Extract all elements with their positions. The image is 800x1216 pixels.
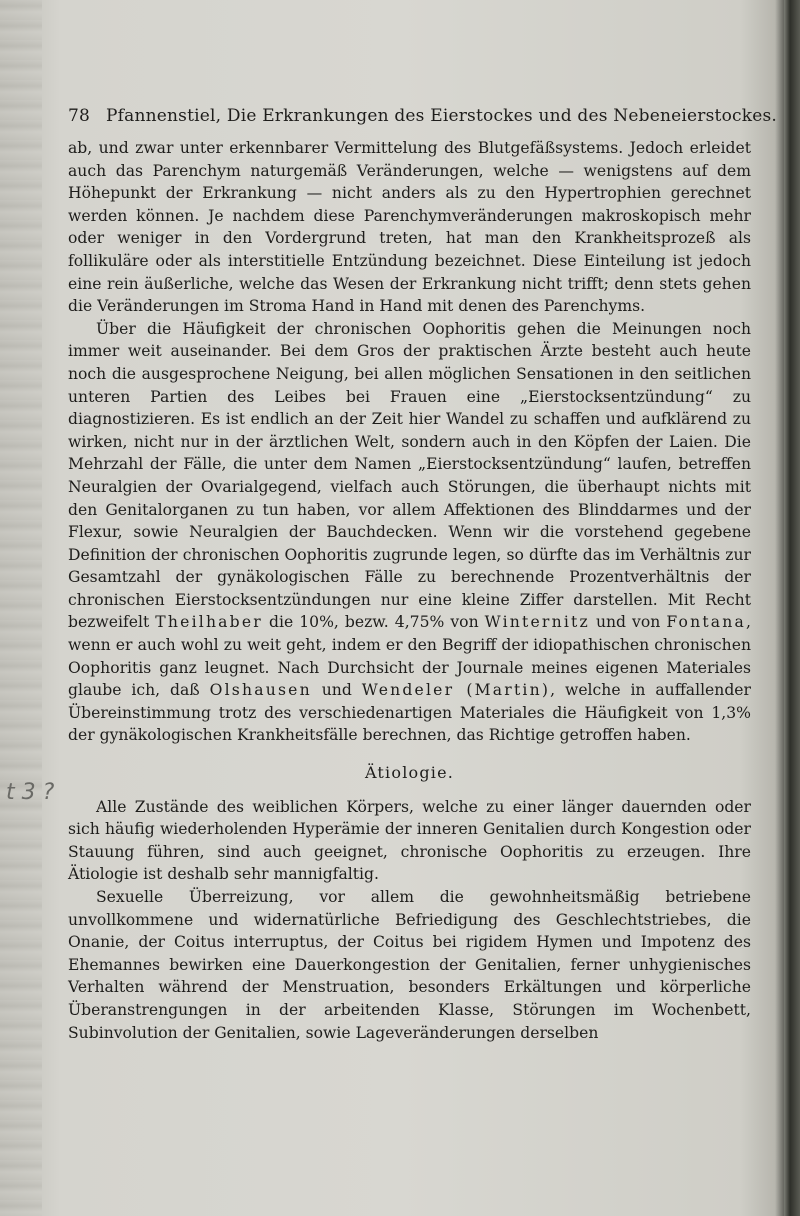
paragraph-2	[68, 318, 751, 747]
tail-part-1: die 10%, bezw. 4,75% von	[262, 613, 485, 632]
running-header	[68, 106, 778, 126]
section-paragraph-1: Alle Zustände des weiblichen Körpers, welche zu einer länger dauernden oder sich häufig wiederholenden Hyperämie der inneren Genitalien durch Kongestion oder Stauung führen, sind auch geeignet, chronische Oophoritis zu erzeugen. Ihre Ätiologie ist deshalb sehr mannigfaltig.	[68, 797, 751, 884]
paragraph-2-main: Über die Häufigkeit der chronischen Oophoritis gehen die Meinungen noch immer weit auseinander. Bei dem Gros der praktischen Ärzte besteht auch heute noch die ausgesprochene Neigung, bei allen möglichen Sensationen in den seitlichen unteren Partien des Leibes bei Frauen eine „Eierstocksentzündung“ zu diagnostizieren. Es ist endlich an der Zeit hier Wandel zu schaffen und aufklärend zu wirken, nicht nur in der ärztlichen Welt, sondern auch in den Köpfen der Laien. Die Mehrzahl der Fälle, die unter dem Namen „Eierstocksentzündung“ laufen, betreffen Neuralgien der Ovarialgegend, vielfach auch Störungen, die überhaupt nichts mit den Genitalorganen zu tun haben, vor allem Affektionen des Blinddarmes und der Flexur, sowie Neuralgien der Bauchdecken. Wenn wir die vorstehend gegebene Definition der chronischen Oophoritis zugrunde legen, so dürfte das im Verhältnis zur Gesamtzahl der gynäkologischen Fälle zu berechnende Prozentverhältnis der chronischen Eierstocksentzündungen nur eine kleine Ziffer darstellen. Mit Recht bezweifelt	[68, 319, 751, 632]
running-title: Pfannenstiel, Die Erkrankungen des Eierstockes und des Nebeneierstockes.	[106, 106, 778, 126]
section-paragraph-2: Sexuelle Überreizung, vor allem die gewohnheitsmäßig betriebene unvollkommene und widernatürliche Befriedigung des Geschlechtstriebes, die Onanie, der Coitus interruptus, der Coitus bei rigidem Hymen und Impotenz des Ehemannes bewirken eine Dauerkongestion der Genitalien, ferner unhygienisches Verhalten während der Menstruation, besonders Erkältungen und körperliche Überanstrengungen in der arbeitenden Klasse, Störungen im Wochenbett, Subinvolution der Genitalien, sowie Lageveränderungen derselben	[68, 888, 751, 1042]
author-theilhaber: Theilhaber	[155, 613, 263, 632]
author-wendeler: Wendeler (Martin)	[361, 681, 551, 700]
author-winternitz: Winternitz	[484, 613, 590, 632]
tail-part-2: und von	[589, 613, 667, 632]
paragraph-1: ab, und zwar unter erkennbarer Vermittelung des Blutgefäßsystems. Jedoch erleidet auch das Parenchym naturgemäß Veränderungen, welche — wenigstens auf dem Höhepunkt der Erkrankung — nicht anders als zu den Hypertrophien gerechnet werden können. Je nachdem diese Parenchymveränderungen makroskopisch mehr oder weniger in den Vordergrund treten, hat man den Krankheitsprozeß als follikuläre oder als interstitielle Entzündung bezeichnet. Diese Einteilung ist jedoch eine rein äußerliche, welche das Wesen der Erkrankung nicht trifft; denn stets gehen die Veränderungen im Stroma Hand in Hand mit denen des Parenchyms.	[68, 139, 751, 316]
tail-part-5: , welche in auffallender Übereinstimmung trotz des verschiedenartigen Materiales die Häufigkeit von 1,3% der gynäkologischen Krankheitsfälle berechnen, das Richtige getroffen haben.	[68, 681, 751, 745]
left-margin-shadow	[0, 0, 42, 1216]
author-olshausen: Olshausen	[209, 681, 312, 700]
book-spine-edge	[784, 0, 800, 1216]
tail-part-4: und	[311, 681, 362, 700]
body-text	[68, 137, 751, 1044]
pencil-margin-note: t 3 ?	[6, 780, 55, 805]
section-heading-aetiologie: Ätiologie.	[364, 763, 455, 783]
page-number: 78	[68, 106, 91, 126]
tail-part-3: , wenn er auch wohl zu weit geht, indem er den Begriff der idiopathischen chronischen Oophoritis ganz leugnet. Nach Durchsicht der Journale meines eigenen Materiales glaube ich, daß	[68, 613, 751, 700]
author-fontana: Fontana	[666, 613, 747, 632]
